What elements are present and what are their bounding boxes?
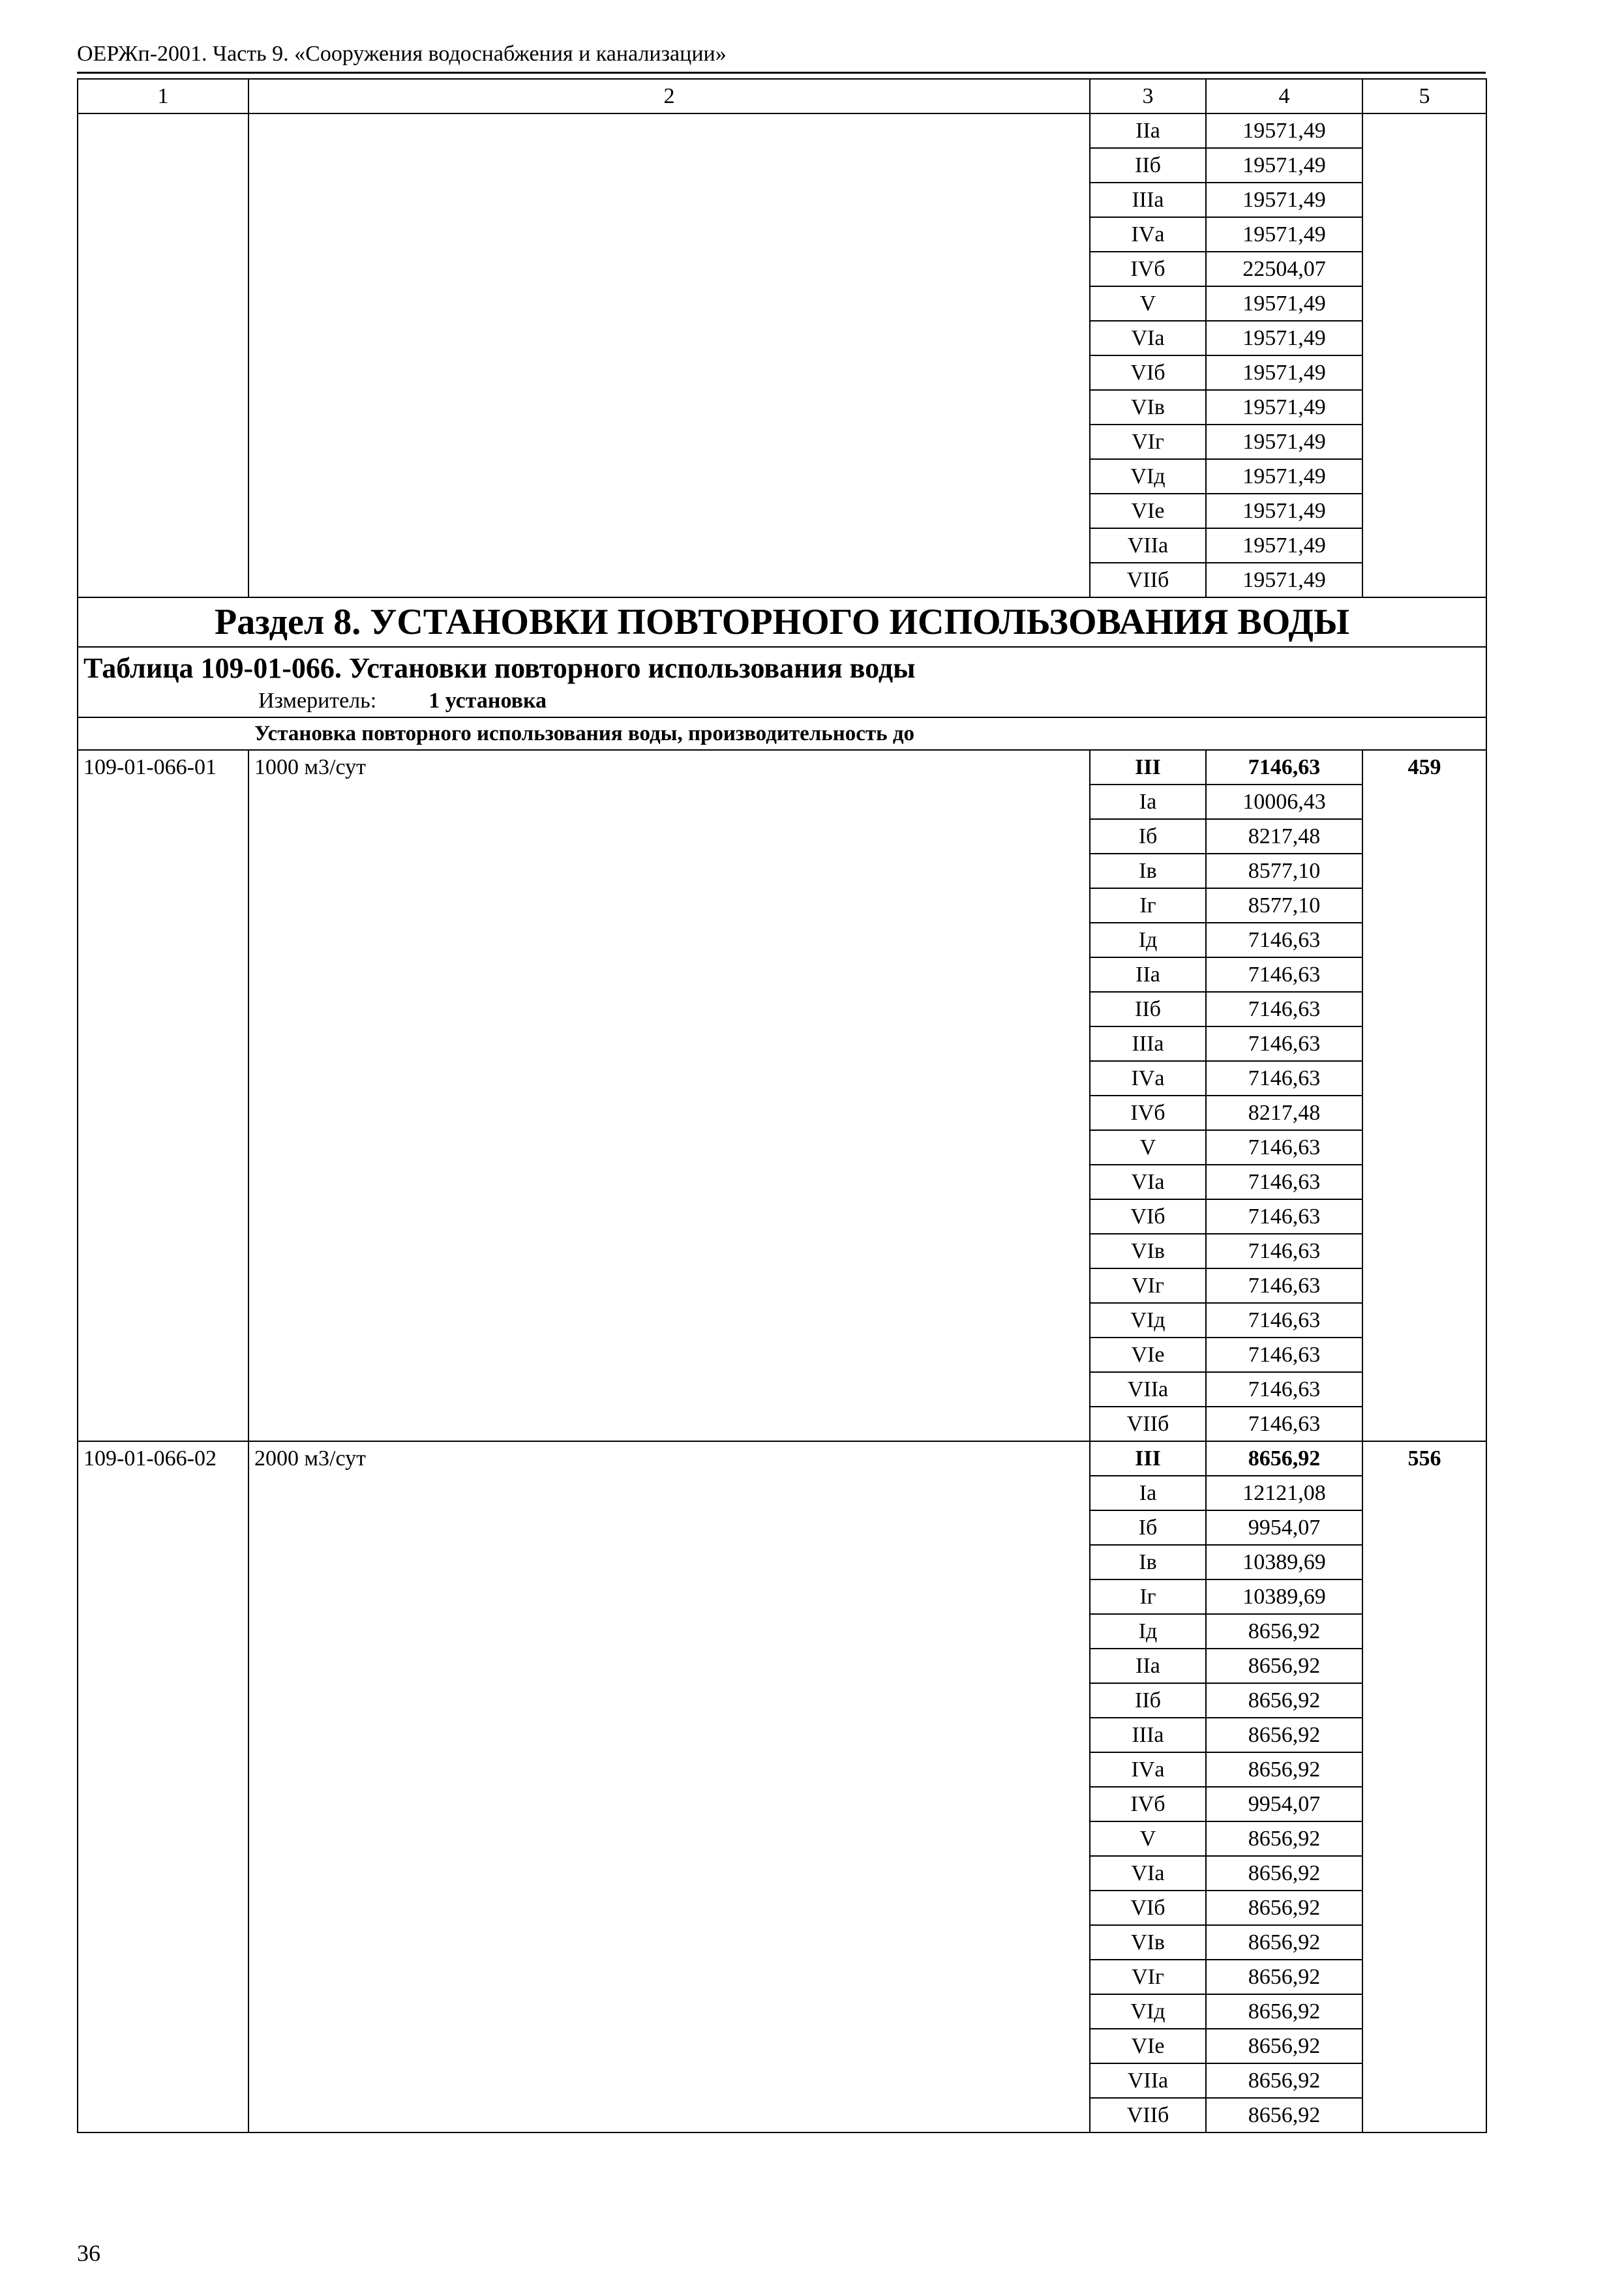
zone-cell: VIа (1090, 321, 1206, 355)
value-cell: 19571,49 (1206, 148, 1362, 183)
column-number: 1 (78, 79, 248, 113)
value-cell: 8656,92 (1206, 1718, 1362, 1752)
value-cell: 7146,63 (1206, 1199, 1362, 1234)
value-cell: 10389,69 (1206, 1579, 1362, 1614)
zone-cell: VIIа (1090, 1372, 1206, 1407)
zone-cell: VIа (1090, 1856, 1206, 1891)
zone-cell: IVб (1090, 1787, 1206, 1821)
value-cell: 19571,49 (1206, 528, 1362, 563)
measure-value: 1 установка (429, 689, 547, 713)
value-cell: 8656,92 (1206, 1441, 1362, 1476)
zone-cell: IIб (1090, 992, 1206, 1026)
zone-cell: VIб (1090, 355, 1206, 390)
table-title-row (78, 647, 1486, 717)
description-cell-empty (248, 113, 1090, 597)
value-cell: 8656,92 (1206, 1649, 1362, 1683)
zone-cell: IIб (1090, 148, 1206, 183)
zone-cell: VIе (1090, 2029, 1206, 2063)
table-row (78, 1441, 1486, 1476)
zone-cell: VIв (1090, 1234, 1206, 1268)
value-cell: 7146,63 (1206, 750, 1362, 785)
zone-cell: Iд (1090, 1614, 1206, 1649)
zone-cell: Iб (1090, 819, 1206, 854)
total-cell: 459 (1362, 750, 1486, 1441)
zone-cell: VIе (1090, 1338, 1206, 1372)
zone-cell: VIг (1090, 1268, 1206, 1303)
value-cell: 7146,63 (1206, 1165, 1362, 1199)
description-cell: 2000 м3/сут (248, 1441, 1090, 2132)
zone-cell: IVа (1090, 1752, 1206, 1787)
zone-cell: VIа (1090, 1165, 1206, 1199)
column-number-row (78, 79, 1486, 113)
zone-cell: VIIб (1090, 2098, 1206, 2132)
table-title-cell (78, 647, 1486, 717)
zone-cell: IIIа (1090, 183, 1206, 217)
value-cell: 7146,63 (1206, 1234, 1362, 1268)
value-cell: 7146,63 (1206, 1338, 1362, 1372)
value-cell: 19571,49 (1206, 286, 1362, 321)
value-cell: 7146,63 (1206, 957, 1362, 992)
total-cell: 556 (1362, 1441, 1486, 2132)
value-cell: 12121,08 (1206, 1476, 1362, 1510)
section-row (78, 597, 1486, 647)
zone-cell: VIIа (1090, 2063, 1206, 2098)
value-cell: 8656,92 (1206, 1752, 1362, 1787)
zone-cell: Iв (1090, 1545, 1206, 1579)
zone-cell: VIг (1090, 1960, 1206, 1994)
value-cell: 19571,49 (1206, 494, 1362, 528)
value-cell: 8217,48 (1206, 1096, 1362, 1130)
page-header: ОЕРЖп-2001. Часть 9. «Сооружения водоснабжения и канализации» (77, 42, 727, 66)
header-rule (77, 72, 1486, 74)
zone-cell: IIа (1090, 1649, 1206, 1683)
value-cell: 8656,92 (1206, 2098, 1362, 2132)
table-row (78, 113, 1486, 148)
total-cell-empty (1362, 113, 1486, 597)
zone-cell: V (1090, 1130, 1206, 1165)
zone-cell: V (1090, 1821, 1206, 1856)
code-cell-empty (78, 113, 248, 597)
zone-cell: Iб (1090, 1510, 1206, 1545)
zone-cell: Iа (1090, 785, 1206, 819)
value-cell: 8656,92 (1206, 2029, 1362, 2063)
zone-cell: VIв (1090, 390, 1206, 425)
value-cell: 19571,49 (1206, 113, 1362, 148)
page-number: 36 (77, 2240, 100, 2266)
zone-cell: VIг (1090, 425, 1206, 459)
code-cell: 109-01-066-01 (78, 750, 248, 1441)
zone-cell: IVб (1090, 1096, 1206, 1130)
value-cell: 7146,63 (1206, 1130, 1362, 1165)
zone-cell: VIб (1090, 1199, 1206, 1234)
value-cell: 8656,92 (1206, 1994, 1362, 2029)
value-cell: 8577,10 (1206, 854, 1362, 888)
zone-cell: VIIб (1090, 1407, 1206, 1441)
section-title: Раздел 8. УСТАНОВКИ ПОВТОРНОГО ИСПОЛЬЗОВАНИЯ ВОДЫ (78, 597, 1486, 647)
subheading: Установка повторного использования воды, производительность до (78, 717, 1486, 750)
zone-cell: V (1090, 286, 1206, 321)
zone-cell: VIд (1090, 1994, 1206, 2029)
zone-cell: IVа (1090, 217, 1206, 252)
value-cell: 19571,49 (1206, 321, 1362, 355)
description-cell: 1000 м3/сут (248, 750, 1090, 1441)
value-cell: 7146,63 (1206, 1061, 1362, 1096)
value-cell: 7146,63 (1206, 1372, 1362, 1407)
subheading-row (78, 717, 1486, 750)
value-cell: 19571,49 (1206, 355, 1362, 390)
table-title: Таблица 109-01-066. Установки повторного использования воды (83, 652, 916, 684)
value-cell: 7146,63 (1206, 992, 1362, 1026)
value-cell: 8656,92 (1206, 1891, 1362, 1925)
measure-line (83, 688, 1481, 714)
zone-cell: VIе (1090, 494, 1206, 528)
zone-cell: III (1090, 1441, 1206, 1476)
zone-cell: IIа (1090, 113, 1206, 148)
rates-table (77, 78, 1487, 2133)
value-cell: 7146,63 (1206, 1407, 1362, 1441)
zone-cell: IVб (1090, 252, 1206, 286)
zone-cell: IVа (1090, 1061, 1206, 1096)
value-cell: 8656,92 (1206, 2063, 1362, 2098)
zone-cell: IIIа (1090, 1718, 1206, 1752)
zone-cell: IIа (1090, 957, 1206, 992)
zone-cell: VIб (1090, 1891, 1206, 1925)
value-cell: 8656,92 (1206, 1614, 1362, 1649)
code-cell: 109-01-066-02 (78, 1441, 248, 2132)
column-number: 4 (1206, 79, 1362, 113)
value-cell: 10006,43 (1206, 785, 1362, 819)
value-cell: 8217,48 (1206, 819, 1362, 854)
value-cell: 7146,63 (1206, 923, 1362, 957)
zone-cell: IIIа (1090, 1026, 1206, 1061)
value-cell: 8656,92 (1206, 1960, 1362, 1994)
measure-label: Измеритель: (258, 689, 377, 713)
value-cell: 19571,49 (1206, 390, 1362, 425)
value-cell: 8656,92 (1206, 1683, 1362, 1718)
zone-cell: VIв (1090, 1925, 1206, 1960)
value-cell: 7146,63 (1206, 1026, 1362, 1061)
zone-cell: IIб (1090, 1683, 1206, 1718)
value-cell: 8656,92 (1206, 1925, 1362, 1960)
value-cell: 22504,07 (1206, 252, 1362, 286)
zone-cell: Iг (1090, 888, 1206, 923)
value-cell: 9954,07 (1206, 1510, 1362, 1545)
value-cell: 10389,69 (1206, 1545, 1362, 1579)
value-cell: 9954,07 (1206, 1787, 1362, 1821)
zone-cell: Iг (1090, 1579, 1206, 1614)
value-cell: 19571,49 (1206, 425, 1362, 459)
value-cell: 8656,92 (1206, 1821, 1362, 1856)
zone-cell: Iд (1090, 923, 1206, 957)
value-cell: 8577,10 (1206, 888, 1362, 923)
value-cell: 7146,63 (1206, 1303, 1362, 1338)
zone-cell: Iа (1090, 1476, 1206, 1510)
value-cell: 19571,49 (1206, 183, 1362, 217)
zone-cell: VIIб (1090, 563, 1206, 597)
value-cell: 19571,49 (1206, 217, 1362, 252)
zone-cell: VIд (1090, 459, 1206, 494)
zone-cell: VIд (1090, 1303, 1206, 1338)
zone-cell: Iв (1090, 854, 1206, 888)
zone-cell: VIIа (1090, 528, 1206, 563)
value-cell: 8656,92 (1206, 1856, 1362, 1891)
zone-cell: III (1090, 750, 1206, 785)
value-cell: 7146,63 (1206, 1268, 1362, 1303)
table-row (78, 750, 1486, 785)
value-cell: 19571,49 (1206, 459, 1362, 494)
value-cell: 19571,49 (1206, 563, 1362, 597)
column-number: 3 (1090, 79, 1206, 113)
column-number: 5 (1362, 79, 1486, 113)
column-number: 2 (248, 79, 1090, 113)
